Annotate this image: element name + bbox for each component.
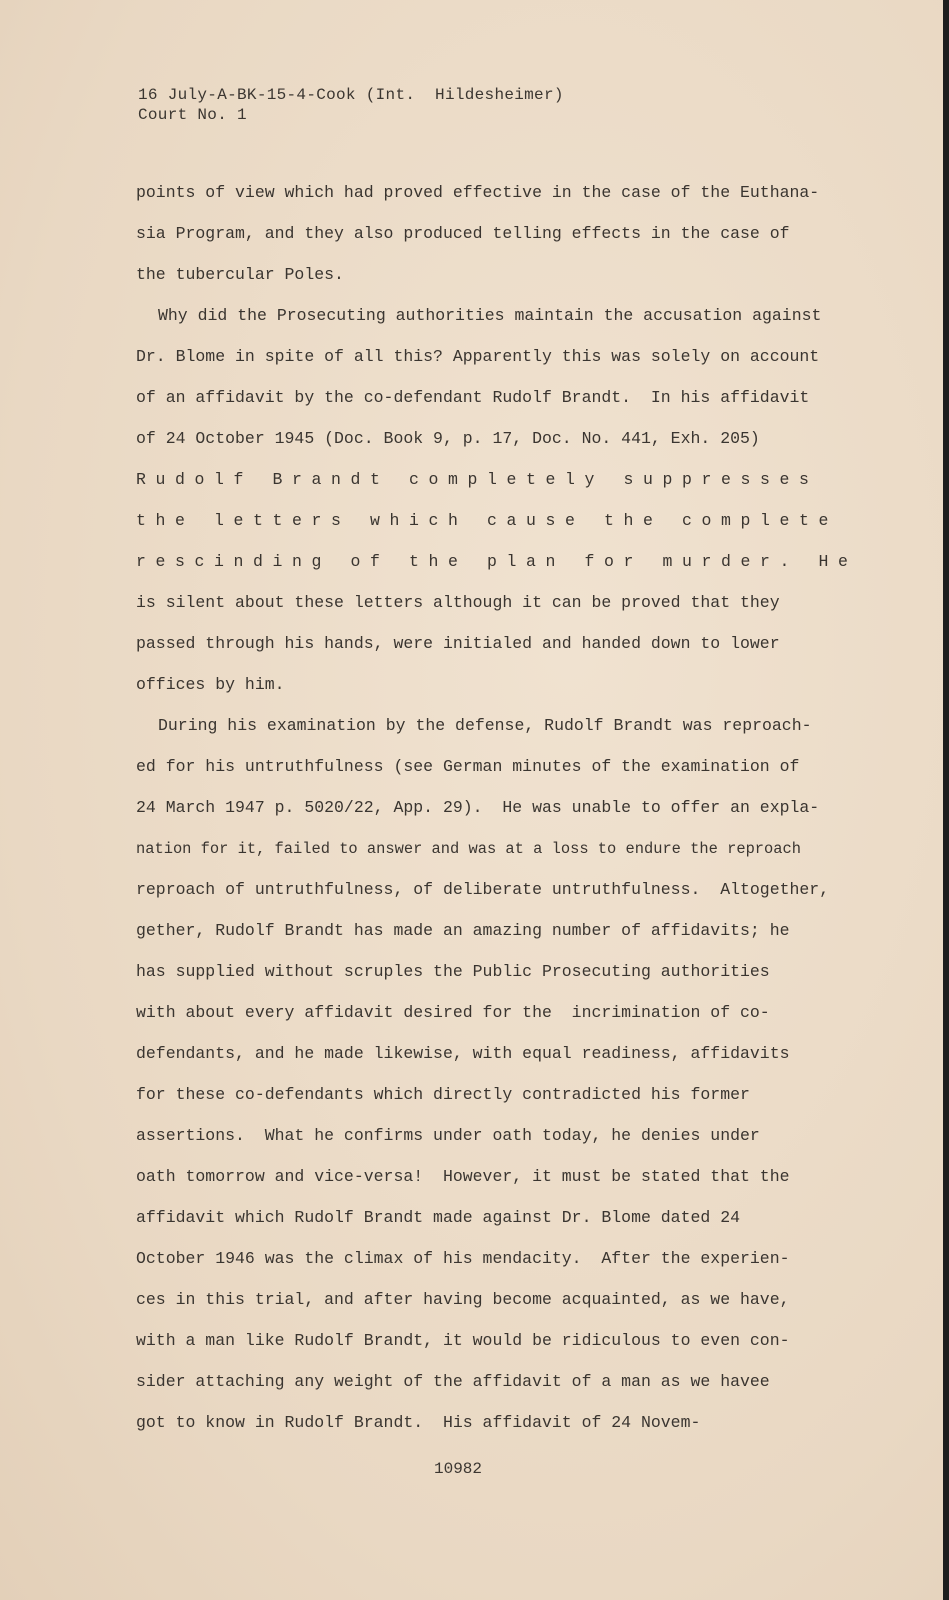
body-line: with about every affidavit desired for the incrimination of co- <box>136 1003 770 1022</box>
body-line: sider attaching any weight of the affidavit of a man as we havee <box>136 1372 770 1391</box>
header-case-reference: 16 July-A-BK-15-4-Cook (Int. Hildesheimer) <box>138 86 564 104</box>
body-line: has supplied without scruples the Public Prosecuting authorities <box>136 962 770 981</box>
body-line: gether, Rudolf Brandt has made an amazing number of affidavits; he <box>136 921 790 940</box>
body-line: Why did the Prosecuting authorities maintain the accusation against <box>158 306 822 325</box>
body-line: sia Program, and they also produced telling effects in the case of <box>136 224 790 243</box>
body-line: ces in this trial, and after having become acquainted, as we have, <box>136 1290 790 1309</box>
body-line-spaced: Rudolf Brandt completely suppresses <box>136 470 819 489</box>
body-line-spaced: the letters which cause the complete <box>136 511 839 530</box>
header-court-number: Court No. 1 <box>138 106 247 124</box>
body-line: assertions. What he confirms under oath today, he denies under <box>136 1126 760 1145</box>
body-line: During his examination by the defense, Rudolf Brandt was reproach- <box>158 716 812 735</box>
body-line: for these co-defendants which directly contradicted his former <box>136 1085 750 1104</box>
body-line: affidavit which Rudolf Brandt made against Dr. Blome dated 24 <box>136 1208 740 1227</box>
body-line: passed through his hands, were initialed and handed down to lower <box>136 634 780 653</box>
body-line-spaced: rescinding of the plan for murder. He <box>136 552 858 571</box>
page-number: 10982 <box>434 1460 483 1478</box>
body-line: of 24 October 1945 (Doc. Book 9, p. 17, Doc. No. 441, Exh. 205) <box>136 429 760 448</box>
body-line: is silent about these letters although it can be proved that they <box>136 593 780 612</box>
body-line: of an affidavit by the co-defendant Rudolf Brandt. In his affidavit <box>136 388 810 407</box>
body-line: reproach of untruthfulness, of deliberate untruthfulness. Altogether, <box>136 880 830 899</box>
body-line: got to know in Rudolf Brandt. His affidavit of 24 Novem- <box>136 1413 701 1432</box>
body-line: the tubercular Poles. <box>136 265 344 284</box>
body-line: ed for his untruthfulness (see German minutes of the examination of <box>136 757 800 776</box>
body-line: defendants, and he made likewise, with equal readiness, affidavits <box>136 1044 790 1063</box>
body-line: Dr. Blome in spite of all this? Apparently this was solely on account <box>136 347 820 366</box>
body-line: 24 March 1947 p. 5020/22, App. 29). He was unable to offer an expla- <box>136 798 820 817</box>
body-line: with a man like Rudolf Brandt, it would be ridiculous to even con- <box>136 1331 790 1350</box>
body-line: points of view which had proved effective in the case of the Euthana- <box>136 183 820 202</box>
body-line: October 1946 was the climax of his mendacity. After the experien- <box>136 1249 790 1268</box>
body-line: offices by him. <box>136 675 285 694</box>
scan-edge <box>943 0 949 1600</box>
body-line: nation for it, failed to answer and was at a loss to endure the reproach <box>136 840 801 858</box>
body-line: oath tomorrow and vice-versa! However, it must be stated that the <box>136 1167 790 1186</box>
